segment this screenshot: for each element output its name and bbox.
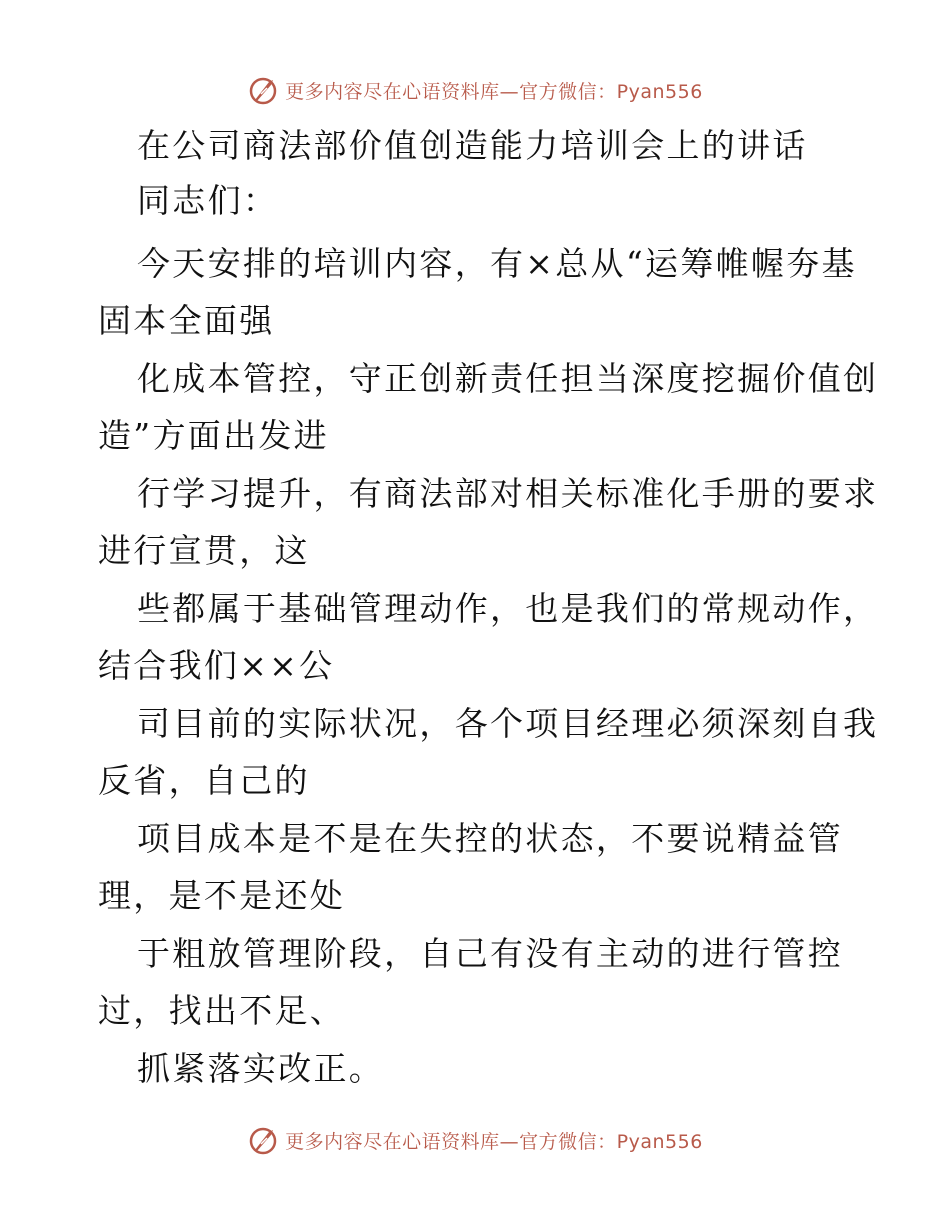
paragraph-line: 行学习提升，有商法部对相关标准化手册的要求 — [137, 474, 879, 513]
footer-watermark-banner — [0, 1120, 950, 1160]
paragraph-line: 过，找出不足、 — [98, 991, 346, 1030]
paragraph-line: 于粗放管理阶段，自己有没有主动的进行管控 — [137, 934, 843, 973]
salutation: 同志们： — [137, 181, 279, 220]
paragraph-line: 结合我们××公 — [98, 646, 335, 685]
feather-pen-logo-icon — [247, 74, 279, 106]
paragraph-line: 进行宣贯，这 — [98, 531, 310, 570]
watermark-text: 更多内容尽在心语资料库—官方微信：Pyan556 — [285, 1130, 703, 1153]
paragraph-line: 反省，自己的 — [98, 761, 310, 800]
paragraph-line: 固本全面强 — [98, 301, 275, 340]
watermark-text: 更多内容尽在心语资料库—官方微信：Pyan556 — [285, 80, 703, 103]
paragraph-line: 项目成本是不是在失控的状态，不要说精益管 — [137, 819, 843, 858]
paragraph-line: 抓紧落实改正。 — [137, 1049, 385, 1088]
header-watermark-banner — [0, 70, 950, 110]
paragraph-line: 造”方面出发进 — [98, 416, 329, 455]
paragraph-line: 化成本管控，守正创新责任担当深度挖掘价值创 — [137, 359, 879, 398]
paragraph-line: 理，是不是还处 — [98, 876, 346, 915]
feather-pen-logo-icon — [247, 1124, 279, 1156]
paragraph-line: 今天安排的培训内容，有×总从“运筹帷幄夯基 — [137, 244, 857, 283]
paragraph-line: 些都属于基础管理动作，也是我们的常规动作， — [137, 589, 879, 628]
document-title: 在公司商法部价值创造能力培训会上的讲话 — [137, 126, 808, 165]
paragraph-line: 司目前的实际状况，各个项目经理必须深刻自我 — [137, 704, 879, 743]
